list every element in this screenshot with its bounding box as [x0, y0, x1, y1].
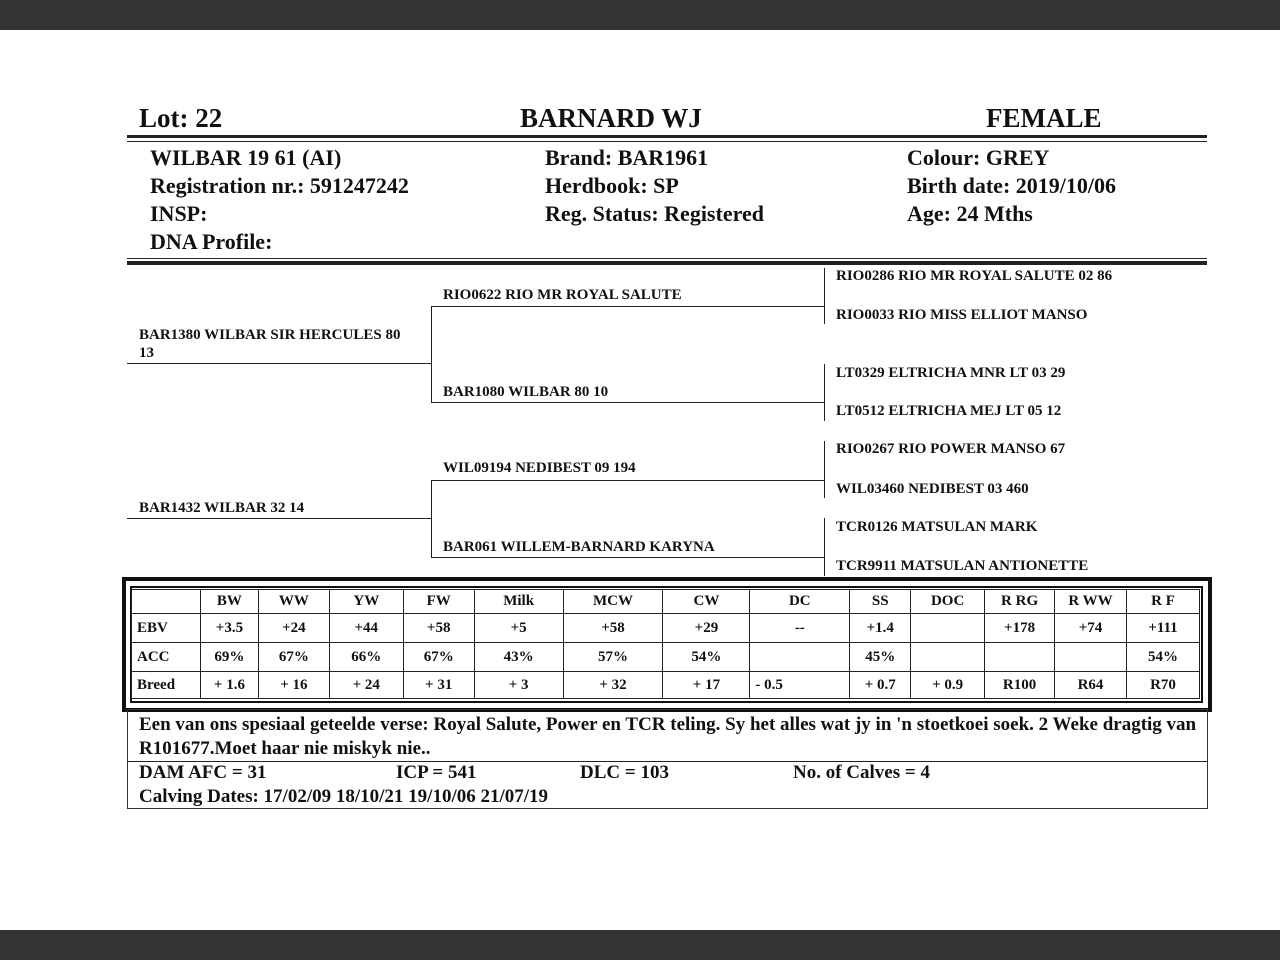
- acc-cell: 54%: [663, 643, 750, 672]
- lot-number: Lot: 22: [139, 103, 223, 133]
- breed-cell: + 0.9: [911, 672, 985, 699]
- dam-bracket: [431, 480, 432, 557]
- ebv-cell: +44: [329, 614, 403, 643]
- info-rule-thick: [127, 261, 1207, 265]
- ebv-col-header: CW: [663, 590, 750, 614]
- acc-cell: 67%: [258, 643, 329, 672]
- ebv-cell: +1.4: [850, 614, 911, 643]
- ebv-col-header: [132, 590, 201, 614]
- pedigree-ggp-5: RIO0267 RIO POWER MANSO 67: [836, 441, 1066, 457]
- pedigree-ggp-4: LT0512 ELTRICHA MEJ LT 05 12: [836, 403, 1062, 419]
- breed-cell: + 24: [329, 672, 403, 699]
- info-rule-thin: [127, 258, 1207, 259]
- dam-dlc: DLC = 103: [580, 762, 669, 783]
- top-frame-bar: [0, 0, 1280, 30]
- colour: Colour: GREY: [907, 145, 1050, 170]
- dam-calves: No. of Calves = 4: [793, 762, 930, 783]
- ebv-cell: +24: [258, 614, 329, 643]
- ebv-row: [132, 614, 1200, 643]
- animal-name: WILBAR 19 61 (AI): [150, 145, 342, 170]
- acc-row-label: ACC: [132, 643, 201, 672]
- acc-cell: 57%: [563, 643, 663, 672]
- pedigree-ggp-3: LT0329 ELTRICHA MNR LT 03 29: [836, 365, 1066, 381]
- breed-cell: + 16: [258, 672, 329, 699]
- breed-cell: R70: [1126, 672, 1199, 699]
- registration-number: Registration nr.: 591247242: [150, 173, 409, 198]
- header-rule-thin: [127, 141, 1207, 142]
- dam-sire-line: [431, 480, 824, 481]
- ebv-col-header: FW: [403, 590, 474, 614]
- pedigree-sire: BAR1380 WILBAR SIR HERCULES 80 13: [139, 327, 401, 361]
- breed-cell: + 1.6: [200, 672, 258, 699]
- ebv-col-header: DC: [750, 590, 850, 614]
- breed-cell: + 0.7: [850, 672, 911, 699]
- ebv-header-row: [132, 590, 1200, 614]
- ebv-col-header: R RG: [985, 590, 1055, 614]
- acc-cell: 67%: [403, 643, 474, 672]
- dam-dam-line: [431, 557, 824, 558]
- ebv-col-header: R F: [1126, 590, 1199, 614]
- brand: Brand: BAR1961: [545, 145, 709, 170]
- pedigree-dam-dam: BAR061 WILLEM-BARNARD KARYNA: [443, 539, 715, 555]
- acc-cell: [985, 643, 1055, 672]
- ggp-bracket-2: [824, 364, 825, 421]
- dam-afc: DAM AFC = 31: [139, 762, 267, 783]
- ebv-cell: +58: [563, 614, 663, 643]
- ebv-col-header: BW: [200, 590, 258, 614]
- acc-cell: [1055, 643, 1127, 672]
- animal-sex: FEMALE: [986, 103, 1102, 133]
- ebv-col-header: DOC: [911, 590, 985, 614]
- ebv-col-header: Milk: [474, 590, 563, 614]
- ebv-cell: +178: [985, 614, 1055, 643]
- ebv-cell: +74: [1055, 614, 1127, 643]
- breed-row-label: Breed: [132, 672, 201, 699]
- ggp-bracket-1: [824, 268, 825, 324]
- bottom-frame-bar: [0, 930, 1280, 960]
- ebv-col-header: SS: [850, 590, 911, 614]
- ebv-cell: --: [750, 614, 850, 643]
- acc-cell: 43%: [474, 643, 563, 672]
- acc-cell: 54%: [1126, 643, 1199, 672]
- pedigree-ggp-8: TCR9911 MATSULAN ANTIONETTE: [836, 558, 1089, 574]
- ggp-bracket-4: [824, 518, 825, 576]
- ebv-col-header: WW: [258, 590, 329, 614]
- registration-status: Reg. Status: Registered: [545, 201, 764, 226]
- seller-name: BARNARD WJ: [520, 103, 702, 133]
- insp-label: INSP:: [150, 201, 208, 226]
- ebv-row-label: EBV: [132, 614, 201, 643]
- acc-row: [132, 643, 1200, 672]
- ebv-cell: +3.5: [200, 614, 258, 643]
- pedigree-dam: BAR1432 WILBAR 32 14: [139, 500, 305, 516]
- header-rule-thick: [127, 135, 1207, 138]
- acc-cell: 66%: [329, 643, 403, 672]
- breed-cell: + 17: [663, 672, 750, 699]
- ebv-col-header: MCW: [563, 590, 663, 614]
- breed-cell: R100: [985, 672, 1055, 699]
- age: Age: 24 Mths: [907, 201, 1033, 226]
- sire-dam-line: [431, 402, 824, 403]
- pedigree-ggp-7: TCR0126 MATSULAN MARK: [836, 519, 1038, 535]
- dam-icp: ICP = 541: [396, 762, 477, 783]
- dam-line: [127, 518, 431, 519]
- birth-date: Birth date: 2019/10/06: [907, 173, 1116, 198]
- sire-sire-line: [431, 306, 824, 307]
- ebv-cell: +58: [403, 614, 474, 643]
- herdbook: Herdbook: SP: [545, 173, 679, 198]
- breed-cell: + 3: [474, 672, 563, 699]
- ebv-cell: [911, 614, 985, 643]
- ebv-col-header: R WW: [1055, 590, 1127, 614]
- dna-profile-label: DNA Profile:: [150, 229, 273, 254]
- breed-row: [132, 672, 1200, 699]
- pedigree-ggp-2: RIO0033 RIO MISS ELLIOT MANSO: [836, 307, 1088, 323]
- pedigree-sire-sire: RIO0622 RIO MR ROYAL SALUTE: [443, 287, 682, 303]
- sire-bracket: [431, 306, 432, 403]
- pedigree-ggp-6: WIL03460 NEDIBEST 03 460: [836, 481, 1029, 497]
- ebv-cell: +5: [474, 614, 563, 643]
- ebv-table: [131, 589, 1200, 699]
- pedigree-ggp-1: RIO0286 RIO MR ROYAL SALUTE 02 86: [836, 268, 1113, 284]
- pedigree-dam-sire: WIL09194 NEDIBEST 09 194: [443, 460, 636, 476]
- acc-cell: 45%: [850, 643, 911, 672]
- acc-cell: [911, 643, 985, 672]
- breed-cell: + 32: [563, 672, 663, 699]
- breed-cell: + 31: [403, 672, 474, 699]
- acc-cell: 69%: [200, 643, 258, 672]
- acc-cell: [750, 643, 850, 672]
- ggp-bracket-3: [824, 441, 825, 498]
- lot-comment: Een van ons spesiaal geteelde verse: Royal Salute, Power en TCR teling. Sy het alles wat jy in 'n stoetkoei soek. 2 Weke dragtig van R101677.Moet haar nie miskyk nie..: [139, 714, 1197, 759]
- breed-cell: R64: [1055, 672, 1127, 699]
- pedigree-sire-dam: BAR1080 WILBAR 80 10: [443, 384, 609, 400]
- calving-dates: Calving Dates: 17/02/09 18/10/21 19/10/06 21/07/19: [139, 786, 549, 807]
- ebv-cell: +111: [1126, 614, 1199, 643]
- sire-line: [127, 363, 431, 364]
- breed-cell: - 0.5: [750, 672, 850, 699]
- ebv-cell: +29: [663, 614, 750, 643]
- ebv-col-header: YW: [329, 590, 403, 614]
